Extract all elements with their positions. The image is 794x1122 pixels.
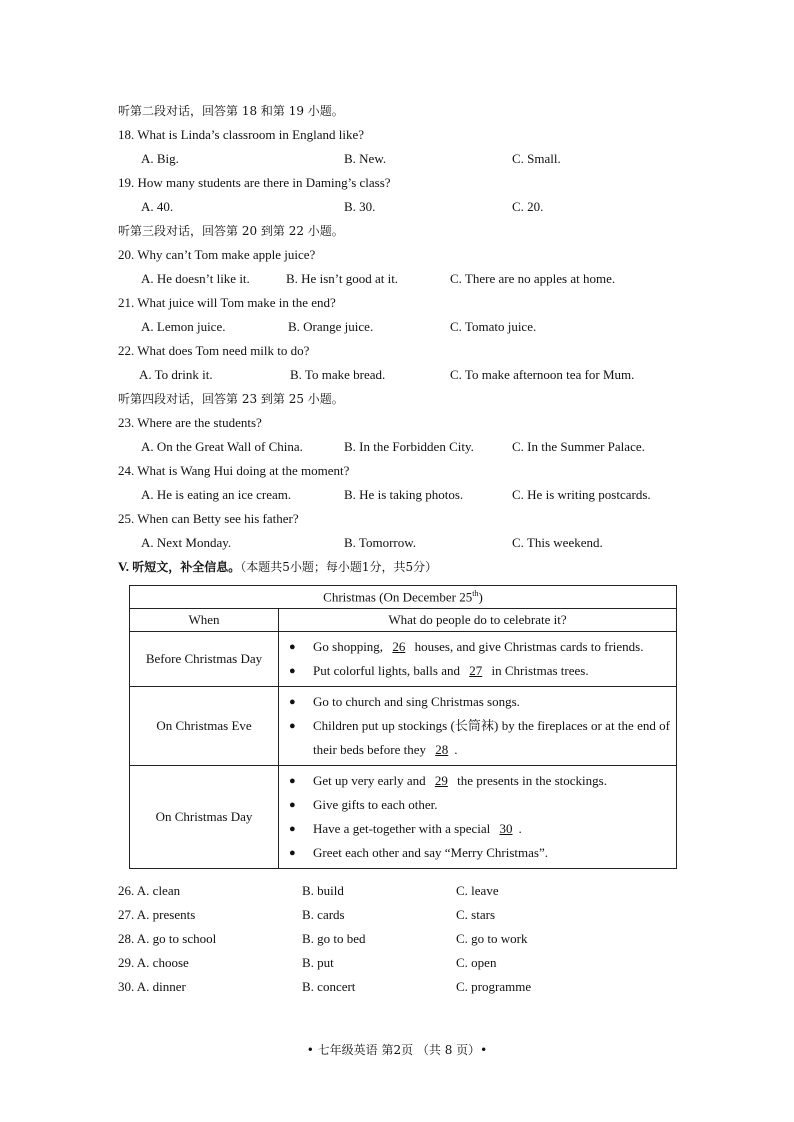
option-a[interactable]: A. 40. [141, 199, 174, 214]
row-activities [279, 632, 677, 687]
bullet-item [279, 659, 676, 683]
option-c[interactable]: C. go to work [456, 931, 528, 946]
question-text: 18. What is Linda’s classroom in England like? [118, 127, 364, 142]
option-b[interactable]: B. build [302, 883, 344, 898]
blank-29[interactable]: 29 [434, 773, 448, 788]
section-instruction: 听第二段对话，回答第 18 和第 19 小题。 [118, 104, 344, 118]
bullet-text: Have a get-together with a special [313, 821, 494, 836]
question-options [0, 367, 794, 383]
question-text: 25. When can Betty see his father? [118, 511, 299, 526]
part-note: （本题共5小题；每小题1分，共5分） [240, 560, 438, 574]
option-c[interactable]: C. programme [456, 979, 532, 994]
question-text: 24. What is Wang Hui doing at the moment? [118, 463, 350, 478]
option-b[interactable]: B. put [302, 955, 334, 970]
bullet-item [279, 769, 676, 793]
bullet-text: in Christmas trees. [488, 663, 589, 678]
christmas-info-table [129, 585, 677, 869]
blank-28[interactable]: 28 [435, 742, 449, 757]
question-text: 21. What juice will Tom make in the end? [118, 295, 336, 310]
question-options [0, 439, 794, 455]
option-b[interactable]: B. He isn’t good at it. [286, 271, 399, 286]
table-title-sup: th [472, 588, 479, 598]
bullet-item [279, 817, 676, 841]
blank-options-row [0, 883, 794, 899]
option-b[interactable]: B. He is taking photos. [344, 487, 464, 502]
bullet-text: Put colorful lights, balls and [313, 663, 464, 678]
option-b[interactable]: B. Tomorrow. [344, 535, 417, 550]
question-options [0, 535, 794, 551]
option-c[interactable]: C. Tomato juice. [450, 319, 537, 334]
bullet-text: Children put up stockings (长筒袜) by the fireplaces or at the end of their beds before they [313, 718, 670, 757]
option-a[interactable]: 28. A. go to school [118, 931, 217, 946]
option-a[interactable]: 27. A. presents [118, 907, 196, 922]
row-when-label: On Christmas Eve [130, 687, 279, 766]
bullet-text: Give gifts to each other. [313, 797, 438, 812]
blank-options-row [0, 931, 794, 947]
blank-26[interactable]: 26 [392, 639, 406, 654]
option-c[interactable]: C. To make afternoon tea for Mum. [450, 367, 635, 382]
bullet-text: Go shopping, [313, 639, 387, 654]
part-heading [118, 559, 437, 575]
bullet-text: the presents in the stockings. [453, 773, 607, 788]
option-c[interactable]: C. 20. [512, 199, 544, 214]
bullet-item [279, 841, 676, 865]
option-b[interactable]: B. To make bread. [290, 367, 386, 382]
bullet-item [279, 690, 676, 714]
section-instruction: 听第四段对话，回答第 23 到第 25 小题。 [118, 392, 344, 406]
option-c[interactable]: C. stars [456, 907, 495, 922]
option-c[interactable]: C. In the Summer Palace. [512, 439, 645, 454]
option-b[interactable]: B. New. [344, 151, 387, 166]
option-c[interactable]: C. leave [456, 883, 499, 898]
option-a[interactable]: A. He is eating an ice cream. [141, 487, 292, 502]
question-text: 23. Where are the students? [118, 415, 262, 430]
row-when-label: On Christmas Day [130, 766, 279, 869]
option-c[interactable]: C. There are no apples at home. [450, 271, 616, 286]
blank-30[interactable]: 30 [499, 821, 513, 836]
option-a[interactable]: A. He doesn’t like it. [141, 271, 250, 286]
option-b[interactable]: B. In the Forbidden City. [344, 439, 474, 454]
blank-options-row [0, 979, 794, 995]
question-options [0, 199, 794, 215]
column-header-what: What do people do to celebrate it? [279, 609, 677, 632]
bullet-item [279, 635, 676, 659]
question-options [0, 271, 794, 287]
bullet-text: Go to church and sing Christmas songs. [313, 694, 520, 709]
bullet-item [279, 714, 676, 762]
option-a[interactable]: 26. A. clean [118, 883, 181, 898]
question-text: 19. How many students are there in Daming’s class? [118, 175, 391, 190]
question-text: 20. Why can’t Tom make apple juice? [118, 247, 316, 262]
table-title-text: Christmas (On December 25 [323, 589, 473, 605]
option-a[interactable]: A. Next Monday. [141, 535, 232, 550]
row-activities [279, 687, 677, 766]
column-header-when: When [130, 609, 279, 632]
option-a[interactable]: 29. A. choose [118, 955, 189, 970]
table-title-end: ) [478, 589, 483, 605]
option-a[interactable]: A. Big. [141, 151, 179, 166]
row-when-label: Before Christmas Day [130, 632, 279, 687]
option-b[interactable]: B. cards [302, 907, 345, 922]
part-title: 听短文，补全信息。 [132, 560, 241, 574]
option-c[interactable]: C. open [456, 955, 497, 970]
option-b[interactable]: B. go to bed [302, 931, 366, 946]
page-footer: • 七年级英语 第2页 （共 8 页）• [306, 1043, 488, 1057]
question-text: 22. What does Tom need milk to do? [118, 343, 310, 358]
option-a[interactable]: 30. A. dinner [118, 979, 186, 994]
option-b[interactable]: B. Orange juice. [288, 319, 374, 334]
bullet-item [279, 793, 676, 817]
option-c[interactable]: C. This weekend. [512, 535, 603, 550]
bullet-text: houses, and give Christmas cards to friends. [411, 639, 644, 654]
question-options [0, 487, 794, 503]
blank-options-row [0, 955, 794, 971]
option-b[interactable]: B. 30. [344, 199, 376, 214]
bullet-text: . [518, 821, 522, 836]
blank-27[interactable]: 27 [469, 663, 483, 678]
question-options [0, 319, 794, 335]
blank-options-row [0, 907, 794, 923]
option-c[interactable]: C. Small. [512, 151, 561, 166]
row-activities [279, 766, 677, 869]
section-instruction: 听第三段对话，回答第 20 到第 22 小题。 [118, 224, 344, 238]
bullet-text: Greet each other and say “Merry Christmas”. [313, 845, 548, 860]
question-options [0, 151, 794, 167]
bullet-text: Get up very early and [313, 773, 429, 788]
part-numeral: V. [118, 559, 133, 574]
option-b[interactable]: B. concert [302, 979, 356, 994]
option-a[interactable]: A. On the Great Wall of China. [141, 439, 303, 454]
option-a[interactable]: A. To drink it. [139, 367, 213, 382]
option-c[interactable]: C. He is writing postcards. [512, 487, 651, 502]
bullet-text: . [454, 742, 458, 757]
option-a[interactable]: A. Lemon juice. [141, 319, 226, 334]
table-title [130, 586, 677, 609]
